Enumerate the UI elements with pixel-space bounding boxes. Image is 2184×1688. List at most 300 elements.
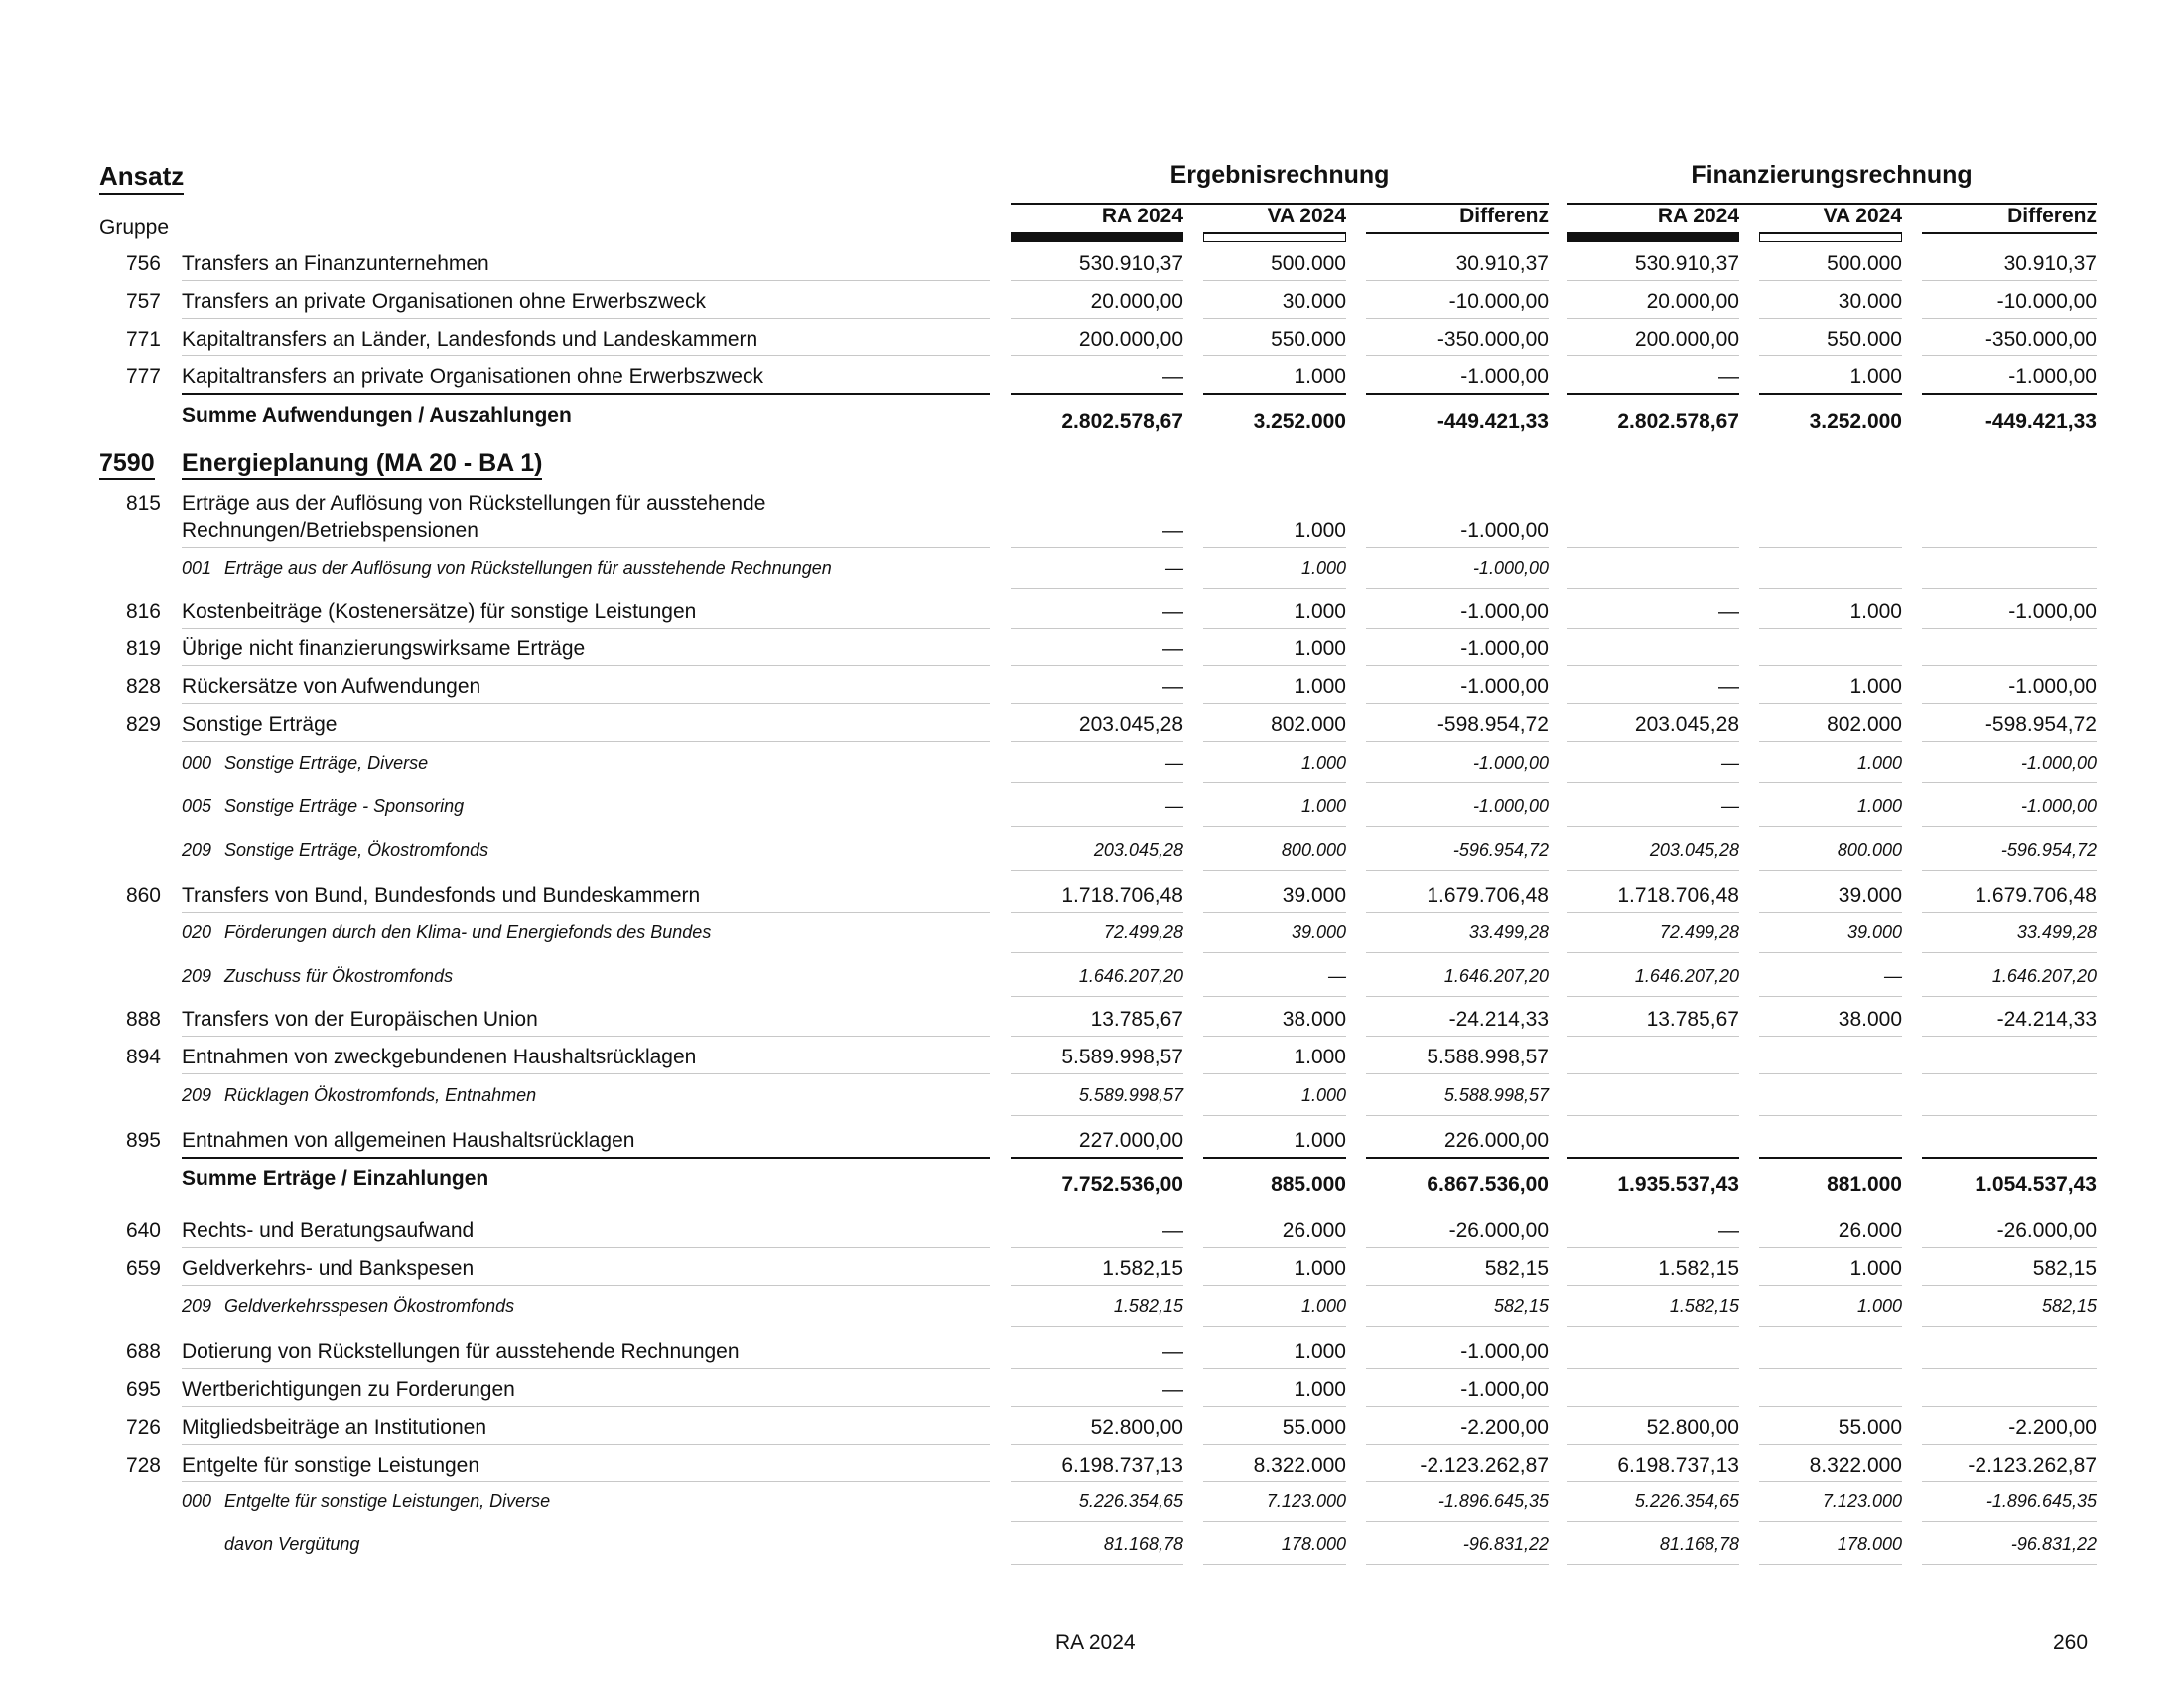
value-va-finanzierung: 1.000: [1849, 365, 1902, 388]
cell-rule: [1011, 1444, 1183, 1445]
value-differenz-ergebnis: -1.000,00: [1460, 637, 1549, 660]
row-label: Entnahmen von allgemeinen Haushaltsrücklagen: [182, 1129, 635, 1152]
cell-rule: [1203, 547, 1346, 548]
row-label: Mitgliedsbeiträge an Institutionen: [182, 1416, 487, 1439]
value-va-ergebnis: 8.322.000: [1253, 1454, 1346, 1477]
sub-label: Erträge aus der Auflösung von Rückstellungen für ausstehende Rechnungen: [224, 558, 832, 578]
group-number: 726: [125, 1416, 161, 1439]
cell-rule: [1203, 1406, 1346, 1407]
cell-rule: [1922, 912, 2097, 913]
value-differenz-ergebnis: -26.000,00: [1448, 1219, 1549, 1242]
cell-rule: [1759, 665, 1902, 666]
row-rule: [182, 741, 990, 742]
cell-rule: [1011, 826, 1183, 827]
value-differenz-finanzierung: -596.954,72: [2000, 840, 2097, 860]
group-number: 728: [125, 1454, 161, 1477]
value-ra-ergebnis: 530.910,37: [1078, 252, 1183, 275]
value-va-ergebnis: 1.000: [1294, 519, 1346, 542]
value-differenz-finanzierung: -350.000,00: [1984, 328, 2097, 351]
sub-label: Sonstige Erträge, Ökostromfonds: [224, 840, 489, 860]
finanzierungsrechnung-heading: Finanzierungsrechnung: [1691, 161, 1973, 189]
footer-label: RA 2024: [1055, 1631, 1136, 1654]
row-rule: [182, 355, 990, 356]
cell-rule: [1567, 741, 1739, 742]
value-ra-finanzierung: 530.910,37: [1634, 252, 1739, 275]
value-va-finanzierung: 55.000: [1838, 1416, 1902, 1439]
value-va-finanzierung: 1.000: [1856, 1296, 1902, 1316]
cell-rule: [1203, 280, 1346, 281]
value-va-ergebnis: 1.000: [1294, 1378, 1346, 1401]
value-differenz-finanzierung: -26.000,00: [1996, 1219, 2097, 1242]
value-ra-ergebnis: —: [1162, 1378, 1183, 1401]
value-differenz-ergebnis: 226.000,00: [1443, 1129, 1549, 1152]
cell-rule: [1567, 1115, 1739, 1116]
value-ra-finanzierung: 6.198.737,13: [1617, 1454, 1739, 1477]
value-ra-ergebnis: 72.499,28: [1103, 922, 1183, 942]
cell-rule: [1759, 588, 1902, 589]
value-va-ergebnis: 885.000: [1271, 1173, 1346, 1196]
cell-rule: [1922, 1444, 2097, 1445]
cell-rule: [1922, 1036, 2097, 1037]
cell-rule: [1011, 1073, 1183, 1074]
va-legend-bar: [1759, 233, 1902, 242]
cell-rule: [1759, 1406, 1902, 1407]
cell-rule: [1567, 280, 1739, 281]
value-ra-ergebnis: —: [1162, 637, 1183, 660]
value-differenz-ergebnis: 30.910,37: [1455, 252, 1549, 275]
cell-rule: [1759, 1157, 1902, 1159]
value-va-finanzierung: 500.000: [1827, 252, 1902, 275]
value-ra-finanzierung: —: [1718, 600, 1739, 623]
sub-label: Geldverkehrsspesen Ökostromfonds: [224, 1296, 515, 1316]
row-label: Übrige nicht finanzierungswirksame Erträge: [182, 637, 586, 660]
group-number: 756: [125, 252, 161, 275]
value-ra-finanzierung: 1.718.706,48: [1617, 884, 1739, 907]
value-differenz-ergebnis: -598.954,72: [1436, 713, 1549, 736]
cell-rule: [1759, 1521, 1902, 1522]
ra-legend-bar: [1011, 233, 1183, 242]
value-ra-ergebnis: 1.718.706,48: [1061, 884, 1183, 907]
value-ra-ergebnis: —: [1165, 796, 1183, 816]
cell-rule: [1203, 1073, 1346, 1074]
value-va-finanzierung: 7.123.000: [1822, 1491, 1902, 1511]
cell-rule: [1203, 1444, 1346, 1445]
value-ra-ergebnis: 1.582,15: [1102, 1257, 1183, 1280]
cell-rule: [1011, 628, 1183, 629]
cell-rule: [1203, 703, 1346, 704]
value-va-finanzierung: 1.000: [1849, 600, 1902, 623]
value-differenz-finanzierung: -10.000,00: [1996, 290, 2097, 313]
group-number: 771: [125, 328, 161, 351]
cell-rule: [1567, 1036, 1739, 1037]
cell-rule: [1567, 588, 1739, 589]
row-label: Kostenbeiträge (Kostenersätze) für sonstige Leistungen: [182, 600, 697, 623]
value-differenz-ergebnis: -1.000,00: [1460, 675, 1549, 698]
cell-rule: [1567, 318, 1739, 319]
group-number: 816: [125, 600, 161, 623]
sub-label: davon Vergütung: [224, 1534, 360, 1554]
value-differenz-ergebnis: -24.214,33: [1448, 1008, 1549, 1031]
value-ra-finanzierung: —: [1718, 365, 1739, 388]
value-differenz-ergebnis: -449.421,33: [1436, 410, 1549, 433]
cell-rule: [1759, 1285, 1902, 1286]
value-ra-ergebnis: 52.800,00: [1090, 1416, 1183, 1439]
cell-rule: [1759, 1036, 1902, 1037]
cell-rule: [1366, 782, 1549, 783]
cell-rule: [1922, 1115, 2097, 1116]
cell-rule: [1922, 1247, 2097, 1248]
value-differenz-ergebnis: -1.000,00: [1472, 753, 1549, 773]
cell-rule: [1759, 628, 1902, 629]
value-differenz-finanzierung: -2.200,00: [2008, 1416, 2097, 1439]
value-differenz-finanzierung: -598.954,72: [1984, 713, 2097, 736]
value-va-ergebnis: 1.000: [1294, 637, 1346, 660]
cell-rule: [1203, 588, 1346, 589]
cell-rule: [1922, 1073, 2097, 1074]
cell-rule: [1011, 1406, 1183, 1407]
value-va-ergebnis: 55.000: [1282, 1416, 1346, 1439]
row-rule: [182, 703, 990, 704]
value-ra-finanzierung: 203.045,28: [1634, 713, 1739, 736]
value-ra-finanzierung: —: [1718, 1219, 1739, 1242]
cell-rule: [1011, 393, 1183, 395]
value-ra-ergebnis: 203.045,28: [1093, 840, 1183, 860]
row-label: Kapitaltransfers an private Organisationen ohne Erwerbszweck: [182, 365, 763, 388]
sub-label: Sonstige Erträge, Diverse: [224, 753, 429, 773]
value-ra-finanzierung: 52.800,00: [1646, 1416, 1739, 1439]
cell-rule: [1011, 1521, 1183, 1522]
cell-rule: [1366, 1481, 1549, 1482]
value-differenz-ergebnis: 582,15: [1493, 1296, 1549, 1316]
sub-code: 209: [182, 840, 212, 860]
cell-rule: [1203, 628, 1346, 629]
cell-rule: [1366, 355, 1549, 356]
value-differenz-ergebnis: -596.954,72: [1452, 840, 1549, 860]
row-label: Wertberichtigungen zu Forderungen: [182, 1378, 515, 1401]
value-ra-finanzierung: 1.582,15: [1658, 1257, 1739, 1280]
cell-rule: [1759, 1444, 1902, 1445]
value-va-ergebnis: 39.000: [1291, 922, 1346, 942]
value-ra-ergebnis: 5.226.354,65: [1078, 1491, 1183, 1511]
sub-label: Zuschuss für Ökostromfonds: [224, 966, 454, 986]
cell-rule: [1567, 703, 1739, 704]
value-va-finanzierung: —: [1884, 966, 1902, 986]
value-ra-ergebnis: —: [1165, 753, 1183, 773]
value-differenz-finanzierung: -96.831,22: [2010, 1534, 2097, 1554]
value-differenz-finanzierung: -1.896.645,35: [1985, 1491, 2097, 1511]
cell-rule: [1011, 1115, 1183, 1116]
cell-rule: [1567, 1368, 1739, 1369]
value-differenz-finanzierung: -2.123.262,87: [1968, 1454, 2097, 1477]
cell-rule: [1203, 870, 1346, 871]
value-ra-finanzierung: 203.045,28: [1649, 840, 1739, 860]
row-label: Dotierung von Rückstellungen für ausstehende Rechnungen: [182, 1340, 740, 1363]
cell-rule: [1922, 588, 2097, 589]
value-ra-finanzierung: 13.785,67: [1646, 1008, 1739, 1031]
value-va-ergebnis: 1.000: [1300, 753, 1346, 773]
value-va-finanzierung: 30.000: [1838, 290, 1902, 313]
va-legend-bar: [1203, 233, 1346, 242]
cell-rule: [1366, 1326, 1549, 1327]
row-label: Sonstige Erträge: [182, 713, 338, 736]
cell-rule: [1366, 1285, 1549, 1286]
cell-rule: [1366, 1073, 1549, 1074]
cell-rule: [1567, 628, 1739, 629]
cell-rule: [1567, 665, 1739, 666]
cell-rule: [1567, 1157, 1739, 1159]
value-ra-finanzierung: 81.168,78: [1659, 1534, 1739, 1554]
ra-legend-bar: [1567, 233, 1739, 242]
value-ra-ergebnis: 203.045,28: [1078, 713, 1183, 736]
cell-rule: [1011, 782, 1183, 783]
row-label: Entnahmen von zweckgebundenen Haushaltsrücklagen: [182, 1046, 697, 1068]
value-ra-ergebnis: 200.000,00: [1078, 328, 1183, 351]
sub-label: Sonstige Erträge - Sponsoring: [224, 796, 465, 816]
cell-rule: [1567, 1285, 1739, 1286]
value-differenz-ergebnis: -10.000,00: [1448, 290, 1549, 313]
page-number: 260: [2053, 1631, 2089, 1654]
group-number: 895: [125, 1129, 161, 1152]
value-differenz-finanzierung: 30.910,37: [2003, 252, 2097, 275]
cell-rule: [1203, 1036, 1346, 1037]
sub-code: 020: [182, 922, 212, 942]
value-va-finanzierung: 39.000: [1838, 884, 1902, 907]
row-label: Entgelte für sonstige Leistungen: [182, 1454, 480, 1477]
value-differenz-finanzierung: 1.679.706,48: [1975, 884, 2097, 907]
value-differenz-finanzierung: -1.000,00: [2020, 753, 2097, 773]
value-differenz-ergebnis: 582,15: [1484, 1257, 1549, 1280]
row-label: Transfers von der Europäischen Union: [182, 1008, 538, 1031]
value-differenz-ergebnis: -1.000,00: [1460, 1378, 1549, 1401]
cell-rule: [1203, 782, 1346, 783]
cell-rule: [1366, 1406, 1549, 1407]
value-va-finanzierung: 38.000: [1838, 1008, 1902, 1031]
cell-rule: [1567, 1521, 1739, 1522]
value-va-ergebnis: 1.000: [1294, 1046, 1346, 1068]
cell-rule: [1011, 665, 1183, 666]
cell-rule: [1366, 628, 1549, 629]
value-ra-finanzierung: 200.000,00: [1634, 328, 1739, 351]
value-ra-ergebnis: —: [1162, 1340, 1183, 1363]
cell-rule: [1922, 870, 2097, 871]
value-va-ergebnis: 3.252.000: [1253, 410, 1346, 433]
value-va-ergebnis: 550.000: [1271, 328, 1346, 351]
group-number: 695: [125, 1378, 161, 1401]
cell-rule: [1759, 996, 1902, 997]
value-differenz-finanzierung: -24.214,33: [1996, 1008, 2097, 1031]
group-number: 640: [125, 1219, 161, 1242]
row-rule: [182, 1444, 990, 1445]
cell-rule: [1759, 870, 1902, 871]
group-number: 894: [125, 1046, 161, 1068]
cell-rule: [1759, 280, 1902, 281]
value-differenz-ergebnis: -1.000,00: [1472, 796, 1549, 816]
group-number: 659: [125, 1257, 161, 1280]
cell-rule: [1366, 665, 1549, 666]
cell-rule: [1366, 318, 1549, 319]
value-va-ergebnis: 7.123.000: [1266, 1491, 1346, 1511]
value-va-finanzierung: 550.000: [1827, 328, 1902, 351]
sum-label: Summe Erträge / Einzahlungen: [182, 1167, 489, 1190]
group-number: 888: [125, 1008, 161, 1031]
section-number: 7590: [99, 449, 155, 480]
cell-rule: [1567, 1481, 1739, 1482]
row-rule: [182, 547, 990, 548]
group-number: 860: [125, 884, 161, 907]
cell-rule: [1922, 703, 2097, 704]
row-label: Rückersätze von Aufwendungen: [182, 675, 481, 698]
value-ra-ergebnis: 1.646.207,20: [1078, 966, 1183, 986]
section-title: Energieplanung (MA 20 - BA 1): [182, 449, 542, 480]
value-ra-ergebnis: 20.000,00: [1090, 290, 1183, 313]
cell-rule: [1567, 912, 1739, 913]
cell-rule: [1203, 1481, 1346, 1482]
cell-rule: [1922, 996, 2097, 997]
value-va-ergebnis: 1.000: [1294, 675, 1346, 698]
cell-rule: [1203, 1247, 1346, 1248]
cell-rule: [1922, 1285, 2097, 1286]
cell-rule: [1922, 782, 2097, 783]
value-differenz-finanzierung: 1.054.537,43: [1975, 1173, 2097, 1196]
cell-rule: [1922, 1406, 2097, 1407]
cell-rule: [1567, 996, 1739, 997]
value-ra-finanzierung: 5.226.354,65: [1634, 1491, 1739, 1511]
row-rule: [182, 1285, 990, 1286]
ergebnisrechnung-heading: Ergebnisrechnung: [1169, 161, 1390, 189]
row-rule: [182, 393, 990, 395]
cell-rule: [1203, 393, 1346, 395]
cell-rule: [1567, 1564, 1739, 1565]
value-va-ergebnis: 802.000: [1271, 713, 1346, 736]
cell-rule: [1922, 1521, 2097, 1522]
sub-code: 209: [182, 966, 212, 986]
value-ra-finanzierung: 1.935.537,43: [1617, 1173, 1739, 1196]
value-ra-ergebnis: —: [1165, 558, 1183, 578]
col-ra-2024-ergebnis: RA 2024: [1011, 205, 1183, 234]
value-ra-ergebnis: 2.802.578,67: [1061, 410, 1183, 433]
row-label: Rechts- und Beratungsaufwand: [182, 1219, 475, 1242]
value-differenz-finanzierung: -1.000,00: [2020, 796, 2097, 816]
row-label: Geldverkehrs- und Bankspesen: [182, 1257, 475, 1280]
value-ra-ergebnis: 1.582,15: [1113, 1296, 1183, 1316]
cell-rule: [1366, 1564, 1549, 1565]
cell-rule: [1366, 393, 1549, 395]
cell-rule: [1366, 1368, 1549, 1369]
group-number: 828: [125, 675, 161, 698]
cell-rule: [1922, 665, 2097, 666]
value-va-ergebnis: 1.000: [1294, 365, 1346, 388]
value-differenz-finanzierung: -1.000,00: [2008, 600, 2097, 623]
cell-rule: [1366, 1521, 1549, 1522]
group-number: 688: [125, 1340, 161, 1363]
value-va-ergebnis: 1.000: [1294, 600, 1346, 623]
cell-rule: [1203, 1521, 1346, 1522]
value-va-ergebnis: 1.000: [1294, 1129, 1346, 1152]
value-va-ergebnis: 178.000: [1281, 1534, 1346, 1554]
cell-rule: [1366, 1247, 1549, 1248]
value-differenz-ergebnis: -2.123.262,87: [1420, 1454, 1549, 1477]
cell-rule: [1011, 547, 1183, 548]
cell-rule: [1011, 1481, 1183, 1482]
value-va-finanzierung: 1.000: [1849, 675, 1902, 698]
cell-rule: [1759, 703, 1902, 704]
cell-rule: [1203, 952, 1346, 953]
value-differenz-ergebnis: -1.896.645,35: [1437, 1491, 1549, 1511]
cell-rule: [1366, 1115, 1549, 1116]
cell-rule: [1567, 1444, 1739, 1445]
cell-rule: [1011, 588, 1183, 589]
cell-rule: [1567, 870, 1739, 871]
cell-rule: [1366, 280, 1549, 281]
value-differenz-ergebnis: 1.679.706,48: [1427, 884, 1549, 907]
cell-rule: [1011, 280, 1183, 281]
cell-rule: [1567, 952, 1739, 953]
cell-rule: [1567, 782, 1739, 783]
cell-rule: [1203, 1115, 1346, 1116]
cell-rule: [1922, 1368, 2097, 1369]
value-ra-ergebnis: —: [1162, 365, 1183, 388]
cell-rule: [1011, 952, 1183, 953]
cell-rule: [1011, 1036, 1183, 1037]
value-ra-ergebnis: —: [1162, 519, 1183, 542]
value-va-finanzierung: 1.000: [1856, 796, 1902, 816]
cell-rule: [1567, 393, 1739, 395]
cell-rule: [1011, 1157, 1183, 1159]
value-differenz-ergebnis: 6.867.536,00: [1427, 1173, 1549, 1196]
value-differenz-ergebnis: -1.000,00: [1460, 519, 1549, 542]
value-differenz-finanzierung: 582,15: [2041, 1296, 2097, 1316]
cell-rule: [1759, 741, 1902, 742]
cell-rule: [1922, 826, 2097, 827]
cell-rule: [1922, 280, 2097, 281]
value-differenz-ergebnis: 1.646.207,20: [1443, 966, 1549, 986]
value-va-ergebnis: 800.000: [1281, 840, 1346, 860]
value-va-finanzierung: 802.000: [1827, 713, 1902, 736]
cell-rule: [1366, 1036, 1549, 1037]
sub-label: Entgelte für sonstige Leistungen, Diverse: [224, 1491, 551, 1511]
cell-rule: [1759, 826, 1902, 827]
value-differenz-finanzierung: -449.421,33: [1984, 410, 2097, 433]
cell-rule: [1567, 1073, 1739, 1074]
group-number: 819: [125, 637, 161, 660]
cell-rule: [1366, 703, 1549, 704]
cell-rule: [1567, 355, 1739, 356]
cell-rule: [1366, 547, 1549, 548]
row-label: Kapitaltransfers an Länder, Landesfonds und Landeskammern: [182, 328, 758, 351]
row-rule: [182, 1073, 990, 1074]
value-differenz-finanzierung: -1.000,00: [2008, 365, 2097, 388]
value-ra-ergebnis: 7.752.536,00: [1061, 1173, 1183, 1196]
cell-rule: [1203, 355, 1346, 356]
value-va-finanzierung: 881.000: [1827, 1173, 1902, 1196]
sub-code: 001: [182, 558, 212, 578]
cell-rule: [1759, 393, 1902, 395]
row-rule: [182, 1481, 990, 1482]
cell-rule: [1203, 826, 1346, 827]
sub-label: Förderungen durch den Klima- und Energiefonds des Bundes: [224, 922, 712, 942]
row-rule: [182, 1368, 990, 1369]
value-va-ergebnis: 38.000: [1282, 1008, 1346, 1031]
value-ra-ergebnis: 5.589.998,57: [1078, 1085, 1183, 1105]
row-label: Transfers an private Organisationen ohne Erwerbszweck: [182, 290, 706, 313]
value-differenz-ergebnis: 5.588.998,57: [1443, 1085, 1549, 1105]
value-ra-finanzierung: 1.646.207,20: [1634, 966, 1739, 986]
cell-rule: [1922, 952, 2097, 953]
cell-rule: [1366, 996, 1549, 997]
value-va-finanzierung: 1.000: [1849, 1257, 1902, 1280]
value-ra-ergebnis: —: [1162, 600, 1183, 623]
row-label: Erträge aus der Auflösung von Rückstellungen für ausstehende Rechnungen/Betriebspensionen: [182, 492, 766, 542]
